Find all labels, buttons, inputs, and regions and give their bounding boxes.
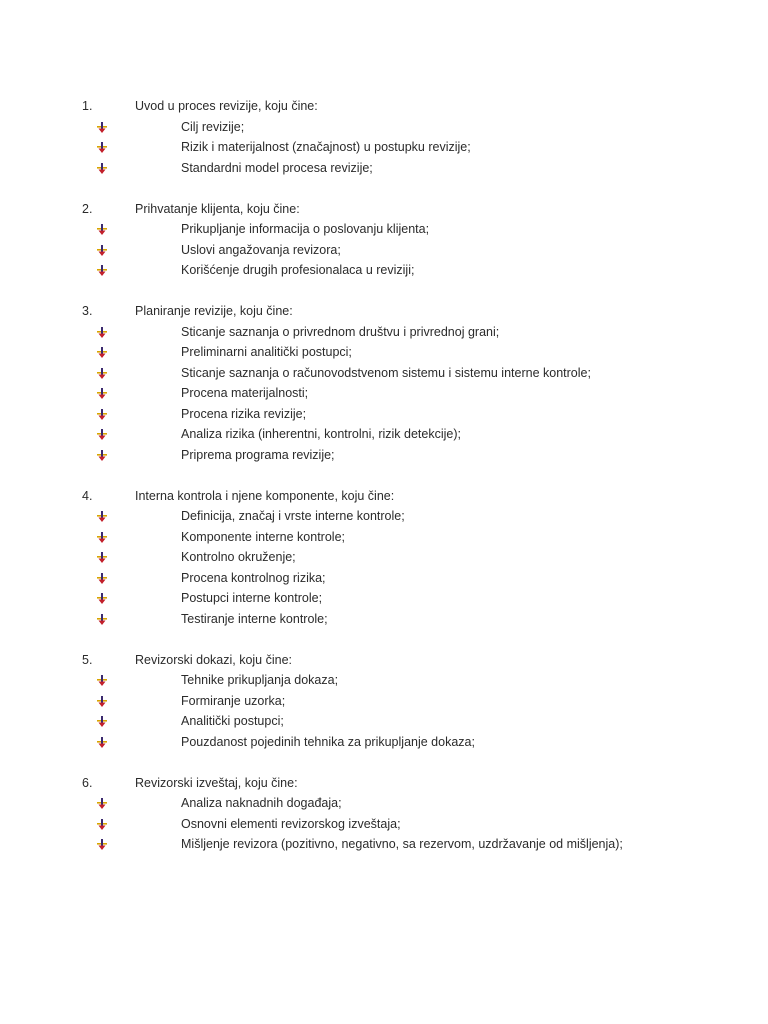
- list-item: [0, 711, 768, 732]
- arrow-down-bullet-icon: [97, 552, 107, 563]
- section-number: 2.: [82, 201, 93, 216]
- list-item-text: Analitički postupci;: [181, 714, 284, 728]
- list-item-text: Priprema programa revizije;: [181, 447, 335, 462]
- section-items: [0, 117, 768, 179]
- section-title: Revizorski dokazi, koju čine:: [135, 652, 293, 667]
- list-item: [0, 527, 768, 548]
- outline-section-1: [0, 96, 768, 178]
- list-item-text: Tehnike prikupljanja dokaza;: [181, 673, 339, 687]
- list-item-text: Preliminarni analitički postupci;: [181, 345, 352, 359]
- list-item: [0, 445, 768, 466]
- arrow-down-bullet-icon: [97, 532, 107, 543]
- arrow-down-bullet-icon: [97, 327, 107, 338]
- list-item: [0, 609, 768, 630]
- list-item: [0, 342, 768, 363]
- list-item: [0, 670, 768, 691]
- arrow-down-bullet-icon: [97, 388, 107, 399]
- arrow-down-bullet-icon: [97, 368, 107, 379]
- outline-section-5: [0, 650, 768, 753]
- arrow-down-bullet-icon: [97, 163, 107, 174]
- arrow-down-bullet-icon: [97, 798, 107, 809]
- list-item-text: Uslovi angažovanja revizora;: [181, 242, 341, 257]
- arrow-down-bullet-icon: [97, 511, 107, 522]
- arrow-down-bullet-icon: [97, 142, 107, 153]
- list-item-text: Mišljenje revizora (pozitivno, negativno, sa rezervom, uzdržavanje od mišljenja);: [181, 837, 623, 851]
- list-item-text: Sticanje saznanja o računovodstvenom sistemu i sistemu interne kontrole;: [181, 365, 591, 380]
- list-item-text: Pouzdanost pojedinih tehnika za prikupljanje dokaza;: [181, 734, 475, 749]
- section-items: [0, 670, 768, 752]
- list-item: [0, 137, 768, 158]
- list-item-text: Osnovni elementi revizorskog izveštaja;: [181, 816, 401, 831]
- list-item-text: Definicija, značaj i vrste interne kontrole;: [181, 509, 405, 523]
- list-item: [0, 322, 768, 343]
- section-number: 1.: [82, 99, 93, 113]
- arrow-down-bullet-icon: [97, 224, 107, 235]
- arrow-down-bullet-icon: [97, 593, 107, 604]
- list-item-text: Analiza naknadnih događaja;: [181, 796, 342, 810]
- section-number: 5.: [82, 652, 93, 667]
- list-item-text: Testiranje interne kontrole;: [181, 611, 328, 626]
- list-item: [0, 260, 768, 281]
- arrow-down-bullet-icon: [97, 614, 107, 625]
- section-items: [0, 322, 768, 466]
- outline-section-2: [0, 199, 768, 281]
- section-number: 3.: [82, 304, 93, 318]
- arrow-down-bullet-icon: [97, 573, 107, 584]
- arrow-down-bullet-icon: [97, 409, 107, 420]
- list-item-text: Sticanje saznanja o privrednom društvu i privrednoj grani;: [181, 324, 500, 339]
- arrow-down-bullet-icon: [97, 737, 107, 748]
- section-items: [0, 219, 768, 281]
- arrow-down-bullet-icon: [97, 716, 107, 727]
- list-item-text: Komponente interne kontrole;: [181, 529, 345, 544]
- list-item: [0, 793, 768, 814]
- section-heading: [0, 301, 768, 322]
- list-item: [0, 834, 768, 855]
- list-item-text: Procena kontrolnog rizika;: [181, 570, 326, 585]
- list-item: [0, 219, 768, 240]
- section-title: Revizorski izveštaj, koju čine:: [135, 775, 298, 790]
- list-item-text: Kontrolno okruženje;: [181, 550, 296, 564]
- list-item: [0, 383, 768, 404]
- section-heading: [0, 199, 768, 220]
- list-item: [0, 506, 768, 527]
- list-item-text: Formiranje uzorka;: [181, 693, 286, 708]
- section-heading: [0, 486, 768, 507]
- list-item: [0, 240, 768, 261]
- list-item: [0, 691, 768, 712]
- list-item-text: Procena rizika revizije;: [181, 406, 307, 421]
- section-title: Prihvatanje klijenta, koju čine:: [135, 201, 300, 216]
- section-number: 6.: [82, 775, 93, 790]
- list-item: [0, 814, 768, 835]
- section-items: [0, 793, 768, 855]
- arrow-down-bullet-icon: [97, 450, 107, 461]
- arrow-down-bullet-icon: [97, 122, 107, 133]
- section-heading: [0, 650, 768, 671]
- list-item-text: Rizik i materijalnost (značajnost) u postupku revizije;: [181, 140, 471, 154]
- arrow-down-bullet-icon: [97, 819, 107, 830]
- arrow-down-bullet-icon: [97, 675, 107, 686]
- section-title: Interna kontrola i njene komponente, koju čine:: [135, 488, 395, 503]
- outline-section-3: [0, 301, 768, 465]
- arrow-down-bullet-icon: [97, 245, 107, 256]
- list-item-text: Procena materijalnosti;: [181, 386, 309, 400]
- list-item: [0, 588, 768, 609]
- list-item-text: Korišćenje drugih profesionalaca u reviziji;: [181, 263, 415, 277]
- list-item-text: Analiza rizika (inherentni, kontrolni, rizik detekcije);: [181, 427, 461, 441]
- arrow-down-bullet-icon: [97, 347, 107, 358]
- list-item: [0, 117, 768, 138]
- arrow-down-bullet-icon: [97, 839, 107, 850]
- list-item: [0, 568, 768, 589]
- list-item-text: Postupci interne kontrole;: [181, 591, 323, 605]
- section-number: 4.: [82, 488, 93, 503]
- list-item: [0, 363, 768, 384]
- document-page: [0, 96, 768, 875]
- section-title: Planiranje revizije, koju čine:: [135, 304, 293, 318]
- list-item: [0, 158, 768, 179]
- list-item: [0, 732, 768, 753]
- section-heading: [0, 96, 768, 117]
- list-item: [0, 404, 768, 425]
- outline-section-6: [0, 773, 768, 855]
- outline-section-4: [0, 486, 768, 630]
- section-title: Uvod u proces revizije, koju čine:: [135, 99, 318, 113]
- arrow-down-bullet-icon: [97, 429, 107, 440]
- list-item: [0, 424, 768, 445]
- arrow-down-bullet-icon: [97, 265, 107, 276]
- arrow-down-bullet-icon: [97, 696, 107, 707]
- section-items: [0, 506, 768, 629]
- list-item-text: Standardni model procesa revizije;: [181, 160, 373, 175]
- list-item-text: Cilj revizije;: [181, 119, 245, 134]
- list-item: [0, 547, 768, 568]
- section-heading: [0, 773, 768, 794]
- list-item-text: Prikupljanje informacija o poslovanju klijenta;: [181, 222, 430, 236]
